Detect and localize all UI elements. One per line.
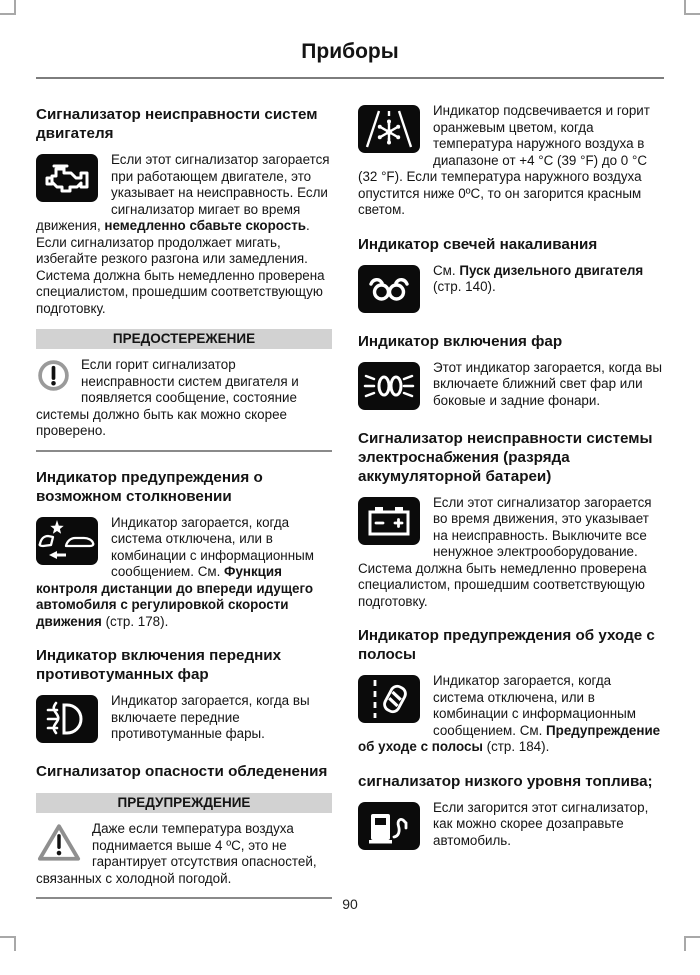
section-heading: Сигнализатор опасности обледенения xyxy=(36,763,328,780)
section-heading: Сигнализатор неисправности системы электроснабжения (разряда аккумуляторной батареи) xyxy=(358,429,653,485)
scan-corner-mark xyxy=(0,0,16,15)
section-body: Индикатор загорается, когда система отключена, или в комбинации с информационным сообщением. См. Функция контроля дистанции до впереди идущего автомобиля с регулировкой скорости движения (стр. 178). xyxy=(36,514,314,629)
lane-departure-icon xyxy=(358,675,420,723)
section-body: Если загорится этот сигнализатор, как можно скорее дозаправьте автомобиль. xyxy=(358,800,664,853)
section-heading: Индикатор предупреждения о возможном столкновении xyxy=(36,468,263,505)
scan-corner-mark xyxy=(684,936,700,951)
section-body: Этот индикатор загорается, когда вы включаете ближний свет фар или боковые и задние фонари. xyxy=(358,360,664,413)
page-title: Приборы xyxy=(301,40,399,63)
fuel-pump-icon xyxy=(358,802,420,850)
section-body: Если этот сигнализатор загорается при работающем двигателе, это указывает на неисправность. Если сигнализатор мигает во время движения, немедленно сбавьте скорость. Если сигнализатор продолжает мигать, избегайте резкого разгона или замедления. Система должна быть немедленно проверена специалистом, прошедшим соответствующую подготовку. xyxy=(36,152,330,316)
scan-corner-mark xyxy=(0,936,16,951)
warning-box-body: Даже если температура воздуха поднимается выше 4 ºC, это не гарантирует отсутствия опасностей, связанных с холодной погодой. xyxy=(36,821,332,899)
section-body: Если этот сигнализатор загорается во время движения, это указывает на неисправность. Выключите все ненужное электрооборудование. Система должна быть немедленно проверена специалистом, прошедшим соответствующую подготовку. xyxy=(358,494,652,609)
glow-plug-icon xyxy=(358,265,420,313)
section-body: Индикатор загорается, когда вы включаете передние противотуманные фары. xyxy=(36,693,332,746)
section-heading: сигнализатор низкого уровня топлива; xyxy=(358,772,653,790)
section-body: Индикатор загорается, когда система отключена, или в комбинации с информационным сообщением. См. Предупреждение об уходе с полосы (стр. 184). xyxy=(358,673,661,754)
section-body: См. Пуск дизельного двигателя (стр. 140). xyxy=(358,263,664,316)
scan-corner-mark xyxy=(684,0,700,15)
caution-box xyxy=(36,329,332,452)
page-number: 90 xyxy=(342,896,358,912)
frost-warning-icon xyxy=(358,105,420,153)
right-column xyxy=(358,89,664,905)
caution-box-header: ПРЕДОСТЕРЕЖЕНИЕ xyxy=(36,329,332,349)
battery-icon xyxy=(358,497,420,545)
section-heading: Индикатор свечей накаливания xyxy=(358,235,598,253)
section-heading: Индикатор предупреждения об уходе с полосы xyxy=(358,627,655,663)
section-heading: Индикатор включения передних противотуманных фар xyxy=(36,647,282,683)
caution-box-body: Если горит сигнализатор неисправности систем двигателя и появляется сообщение, состояние системы должно быть как можно скорее проверено. xyxy=(36,357,332,452)
left-column xyxy=(36,89,332,905)
front-fog-lamp-icon xyxy=(36,695,98,743)
headlamp-icon xyxy=(358,362,420,410)
warning-box-header: ПРЕДУПРЕЖДЕНИЕ xyxy=(36,793,332,813)
section-heading: Индикатор включения фар xyxy=(358,332,563,350)
engine-warning-icon xyxy=(36,154,98,202)
section-heading: Сигнализатор неисправности систем двигателя xyxy=(36,106,318,142)
warning-box xyxy=(36,793,332,899)
exclamation-circle-icon xyxy=(37,359,70,397)
collision-warning-icon xyxy=(36,517,98,565)
warning-triangle-icon xyxy=(37,823,81,867)
section-body: Индикатор подсвечивается и горит оранжевым цветом, когда температура наружного воздуха в диапазоне от +4 °C (39 °F) до 0 °C (32 °F). Если температура наружного воздуха опустится ниже 0ºC, то он загорится красным светом. xyxy=(358,103,650,217)
